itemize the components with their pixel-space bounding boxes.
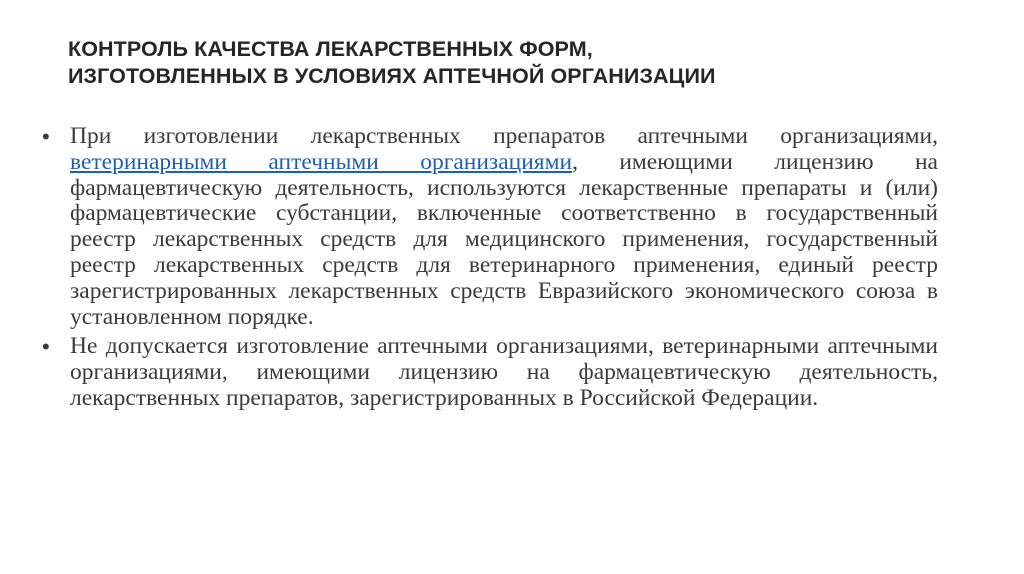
title-line-1: КОНТРОЛЬ КАЧЕСТВА ЛЕКАРСТВЕННЫХ ФОРМ, (68, 37, 593, 61)
title-line-2: ИЗГОТОВЛЕННЫХ В УСЛОВИЯХ АПТЕЧНОЙ ОРГАНИЗАЦИИ (68, 64, 716, 88)
bullet-dot-icon: • (42, 124, 50, 149)
bullet-2-text: Не допускается изготовление аптечными организациями, ветеринарными аптечными организациями, имеющими лицензию на фармацевтическую деятельность, лекарственных препаратов, зарегистрированных в Российской Федерации. (70, 333, 938, 411)
page-title (68, 36, 948, 90)
bullet-1-text-end: , имеющими лицензию на фармацевтическую деятельность, используются лекарственные препараты и (или) фармацевтические субстанции, включенные соответственно в государственный реестр лекарственных средств для медицинского применения, государственный реестр лекарственных средств для ветеринарного применения, единый реестр зарегистрированных лекарственных средств Евразийского экономического союза в установленном порядке. (70, 148, 938, 330)
bullet-list (42, 124, 938, 416)
bullet-item-2 (42, 334, 938, 411)
bullet-1-text-start: При изготовлении лекарственных препаратов аптечными организациями, (70, 123, 938, 149)
veterinary-pharmacy-link[interactable]: ветеринарными аптечными организациями (70, 148, 573, 175)
bullet-item-1 (42, 124, 938, 330)
bullet-dot-icon: • (42, 334, 50, 360)
